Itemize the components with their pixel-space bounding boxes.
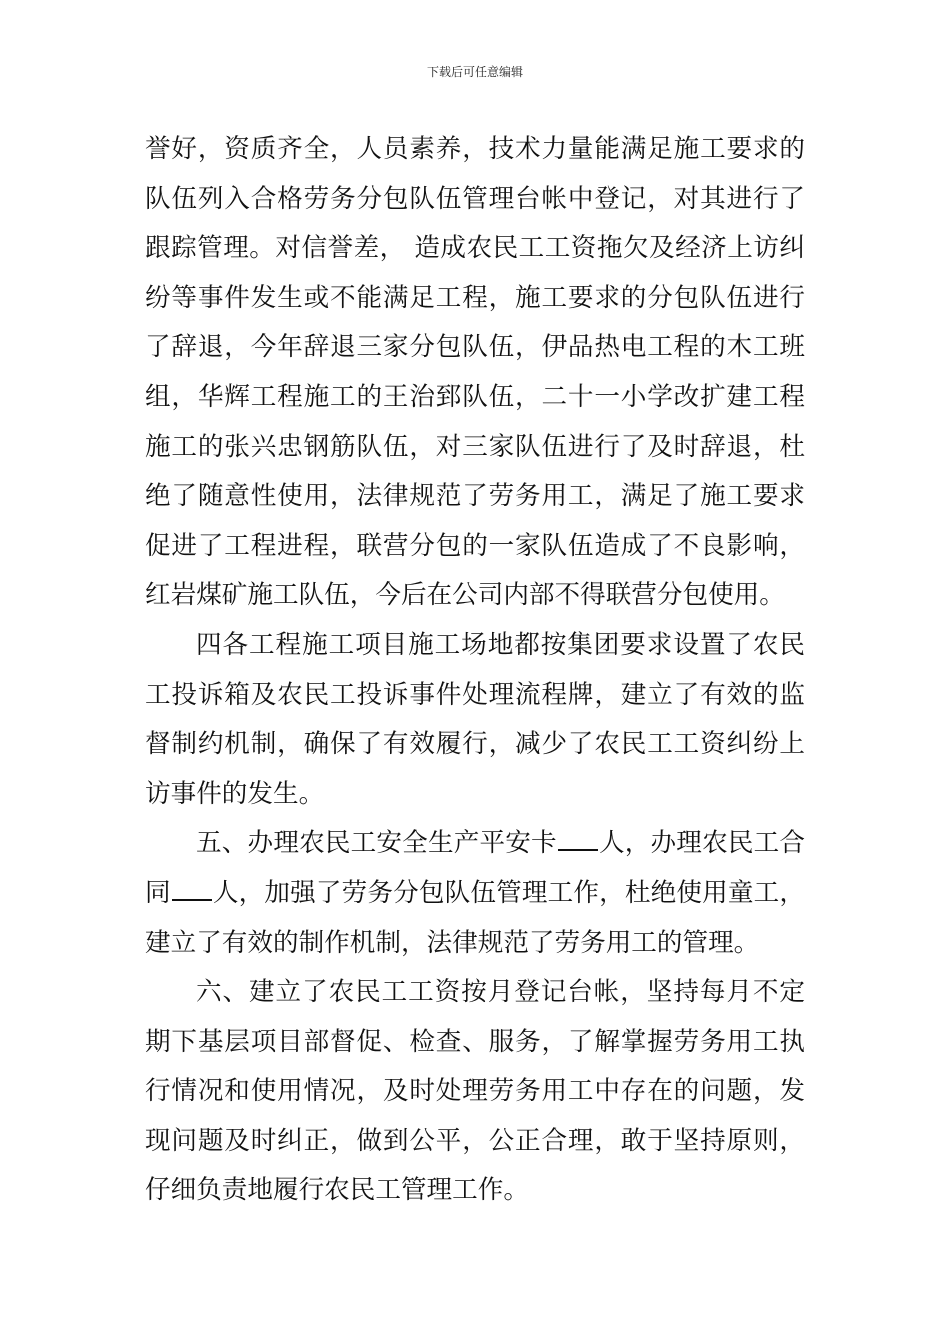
paragraph-3-part-3: 人，加强了劳务分包队伍管理工作，杜绝使用童工，建立了有效的制作机制，法律规范了劳务用工的管理。 xyxy=(145,877,805,958)
document-body xyxy=(145,125,805,1216)
paragraph-2: 四各工程施工项目施工场地都按集团要求设置了农民工投诉箱及农民工投诉事件处理流程牌，建立了有效的监督制约机制，确保了有效履行，减少了农民工工资纠纷上访事件的发生。 xyxy=(145,629,805,809)
fill-in-blank xyxy=(172,877,212,901)
paragraph-3-part-1: 五、办理农民工安全生产平安卡 xyxy=(196,828,557,859)
paragraph-1: 誉好，资质齐全，人员素养，技术力量能满足施工要求的队伍列入合格劳务分包队伍管理台帐中登记，对其进行了跟踪管理。对信誉差， 造成农民工工资拖欠及经济上访纠纷等事件发生或不能满足工程，施工要求的分包队伍进行了辞退，今年辞退三家分包队伍，伊品热电工程的木工班组，华辉工程施工的王治郅队伍，二十一小学改扩建工程施工的张兴忠钢筋队伍，对三家队伍进行了及时辞退，杜绝了随意性使用，法律规范了劳务用工，满足了施工要求促进了工程进程，联营分包的一家队伍造成了不良影响，红岩煤矿施工队伍，今后在公司内部不得联营分包使用。 xyxy=(145,134,805,611)
paragraph-4: 六、建立了农民工工资按月登记台帐，坚持每月不定期下基层项目部督促、检查、服务，了解掌握劳务用工执行情况和使用情况，及时处理劳务用工中存在的问题，发现问题及时纠正，做到公平，公正合理，敢于坚持原则，仔细负责地履行农民工管理工作。 xyxy=(145,977,805,1206)
paragraph-3 xyxy=(145,819,805,968)
fill-in-blank xyxy=(558,827,598,851)
paragraph-3-part-2: 人，办理农民工合同 xyxy=(145,828,805,908)
page-header: 下载后可任意编辑 xyxy=(426,65,523,79)
